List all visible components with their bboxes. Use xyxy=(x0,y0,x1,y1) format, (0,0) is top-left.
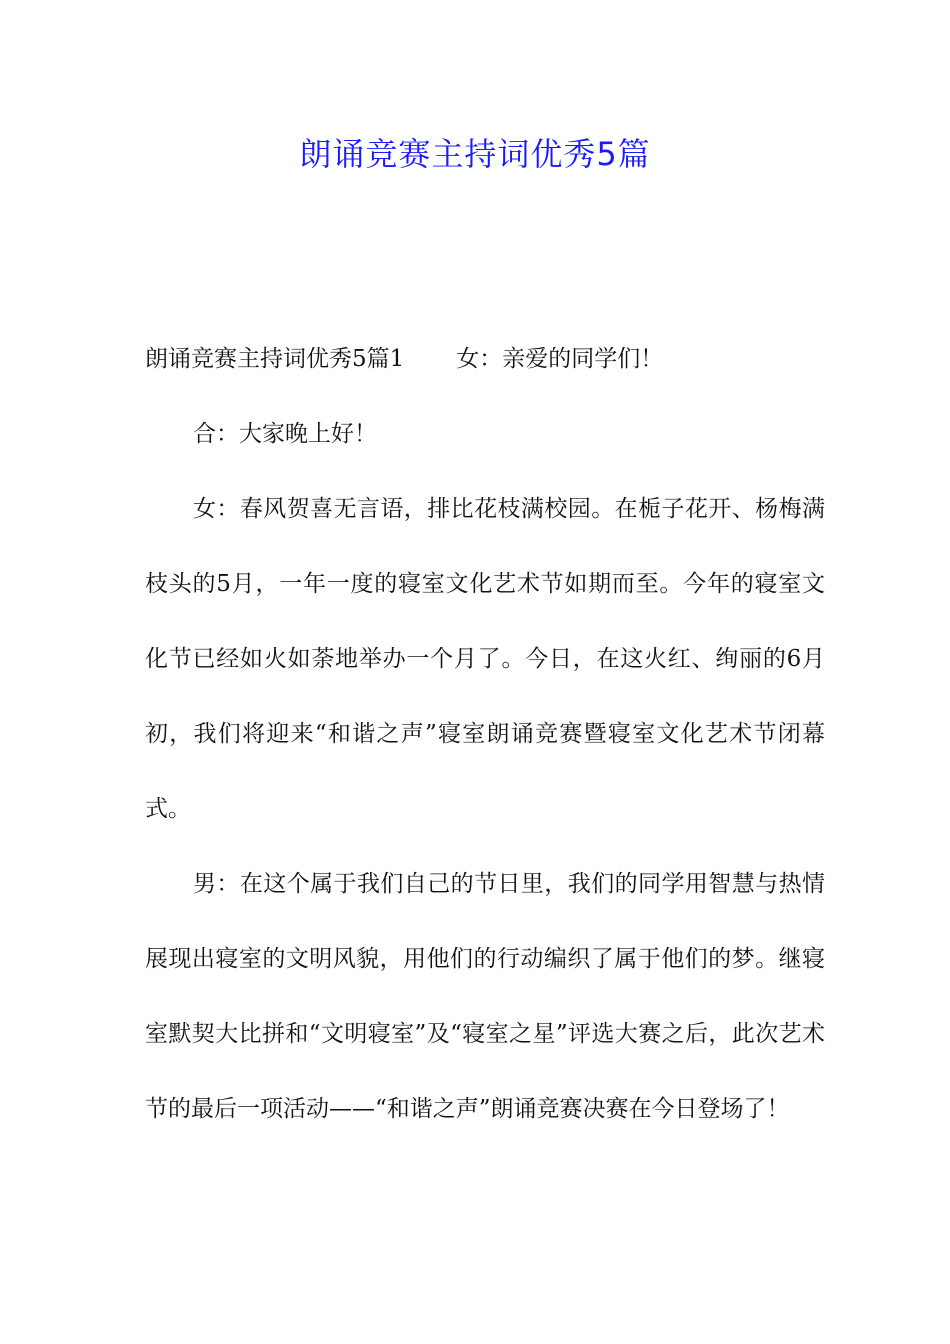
paragraph-3: 男：在这个属于我们自己的节日里，我们的同学用智慧与热情展现出寝室的文明风貌，用他们的行动编织了属于他们的梦。继寝室默契大比拼和“文明寝室”及“寝室之星”评选大赛之后，此次艺术节的最后一项活动——“和谐之声”朗诵竞赛决赛在今日登场了！ xyxy=(145,871,825,1122)
paragraph-1: 合：大家晚上好！ xyxy=(193,421,377,447)
paragraph-2: 女：春风贺喜无言语，排比花枝满校园。在栀子花开、杨梅满枝头的5月，一年一度的寝室文化艺术节如期而至。今年的寝室文化节已经如火如荼地举办一个月了。今日，在这火红、绚丽的6月初，我们将迎来“和谐之声”寝室朗诵竞赛暨寝室文化艺术节闭幕式。 xyxy=(145,496,825,822)
document-body xyxy=(145,322,825,1147)
document-title: 朗诵竞赛主持词优秀5篇 xyxy=(299,135,651,173)
section-heading: 朗诵竞赛主持词优秀5篇1 xyxy=(145,346,405,372)
first-paragraph xyxy=(145,322,825,397)
opening-speech: 女：亲爱的同学们！ xyxy=(456,346,664,372)
